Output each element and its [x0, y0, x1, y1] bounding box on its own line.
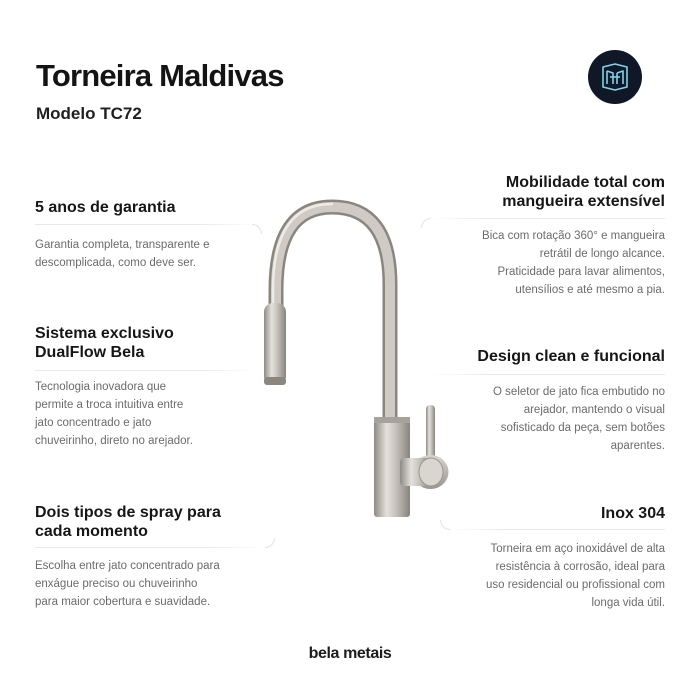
feature-mobility-description: Bica com rotação 360° e mangueira retrátil de longo alcance. Praticidade para lavar alimentos, utensílios e até mesmo a pia. — [482, 230, 665, 296]
brand-logo-icon — [588, 50, 642, 104]
feature-warranty-divider — [35, 224, 255, 225]
feature-warranty-text — [35, 236, 265, 272]
feature-dualflow — [35, 324, 265, 362]
feature-warranty — [35, 198, 265, 217]
feature-inox-text — [420, 540, 665, 612]
feature-inox-description: Torneira em aço inoxidável de alta resistência à corrosão, ideal para uso residencial ou profissional com longa vida útil. — [486, 543, 665, 609]
feature-warranty-title: 5 anos de garantia — [35, 199, 176, 216]
feature-dualflow-divider — [35, 370, 255, 371]
bela-metais-monogram-icon — [600, 63, 630, 91]
feature-spray-description: Escolha entre jato concentrado para enxágue preciso ou chuveirinho para maior cobertura e suavidade. — [35, 560, 220, 608]
feature-mobility-divider — [430, 218, 665, 219]
feature-dualflow-description: Tecnologia inovadora que permite a troca intuitiva entre jato concentrado e jato chuveirinho, direto no arejador. — [35, 381, 193, 447]
feature-inox-divider — [450, 529, 665, 530]
product-title: Torneira Maldivas — [36, 58, 284, 93]
feature-spray-title: Dois tipos de spray para cada momento — [35, 504, 221, 540]
feature-design-divider — [430, 374, 665, 375]
kitchen-faucet-image — [250, 195, 460, 525]
feature-dualflow-text — [35, 378, 265, 450]
feature-mobility-title: Mobilidade total com mangueira extensível — [502, 174, 665, 210]
feature-inox-title: Inox 304 — [600, 505, 665, 522]
product-model: Modelo TC72 — [36, 104, 142, 123]
feature-spray — [35, 503, 275, 541]
feature-design-description: O seletor de jato fica embutido no arejador, mantendo o visual sofisticado da peça, sem botões aparentes. — [493, 386, 665, 452]
divider-corner — [265, 538, 275, 548]
feature-spray-divider — [35, 547, 265, 548]
feature-spray-text — [35, 557, 275, 611]
feature-design-title: Design clean e funcional — [477, 348, 665, 365]
feature-warranty-description: Garantia completa, transparente e descomplicada, como deve ser. — [35, 239, 210, 269]
feature-dualflow-title: Sistema exclusivo DualFlow Bela — [35, 325, 174, 361]
brand-wordmark: bela metais — [308, 645, 392, 662]
